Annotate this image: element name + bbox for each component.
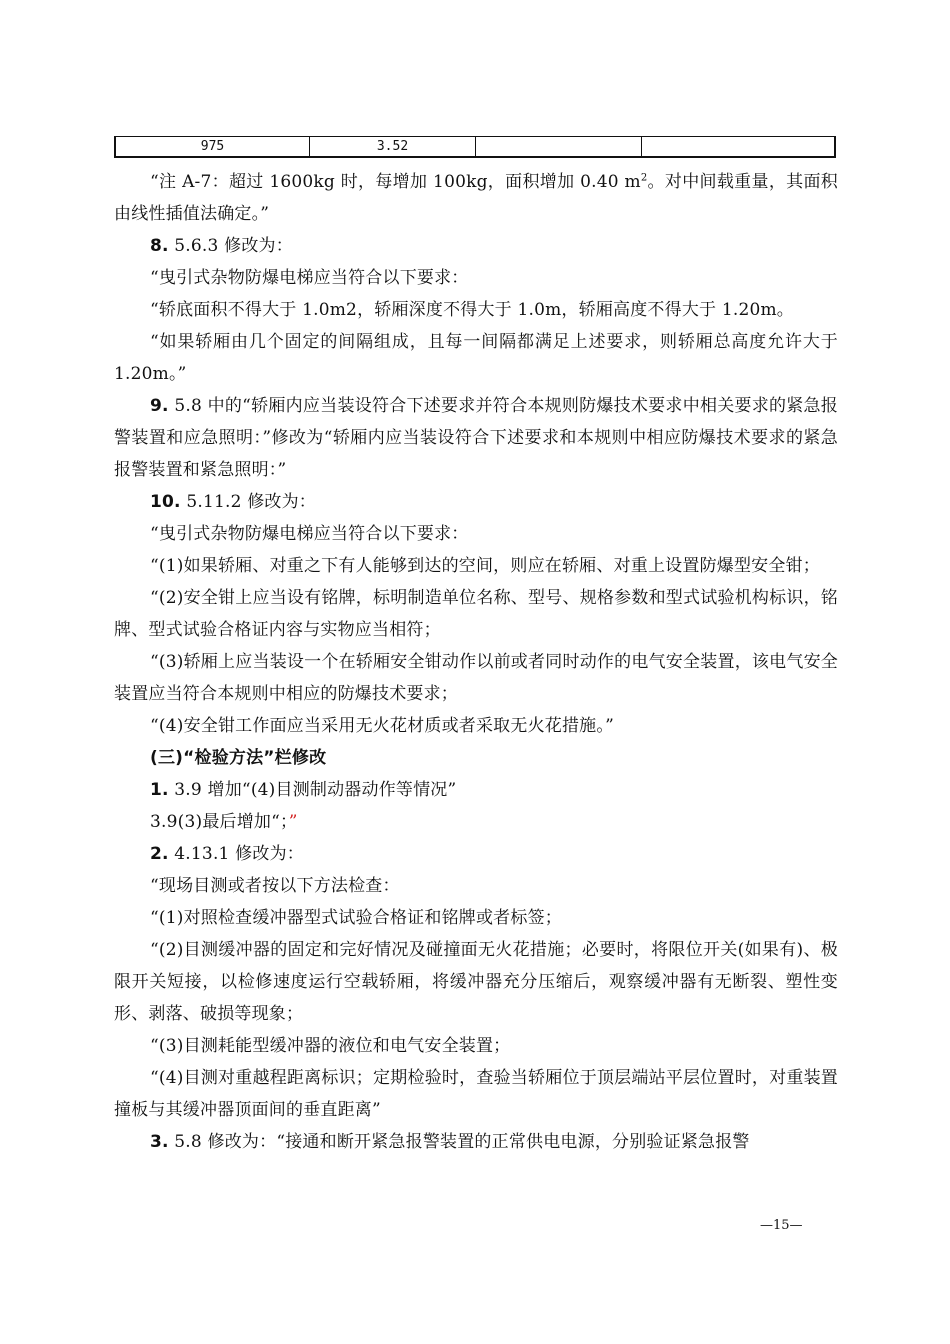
paragraph-text: 。对中间载重量，其面积由线性插值法确定。”	[114, 172, 838, 224]
table-cell: 975	[116, 137, 310, 156]
numbered-item	[114, 230, 838, 262]
paragraph-text: 5.8 中的“轿厢内应当装设符合下述要求并符合本规则防爆技术要求中相关要求的紧急报警装置和应急照明：”修改为“轿厢内应当装设符合下述要求和本规则中相应防爆技术要求的紧急报警装置和紧急照明：”	[114, 396, 838, 480]
paragraph-text: 5.11.2 修改为：	[180, 492, 316, 512]
paragraph-text: 3.9(3)最后增加“；	[150, 812, 289, 832]
section-heading: (三)“检验方法”栏修改	[150, 748, 327, 768]
paragraph: “曳引式杂物防爆电梯应当符合以下要求：	[150, 524, 469, 544]
paragraph: “(2)目测缓冲器的固定和完好情况及碰撞面无火花措施；必要时，将限位开关(如果有)、极限开关短接，以检修速度运行空载轿厢，将缓冲器充分压缩后，观察缓冲器有无断裂、塑性变形、剥落、破损等现象；	[114, 940, 838, 1024]
paragraph: “(4)目测对重越程距离标识；定期检验时，查验当轿厢位于顶层端站平层位置时，对重装置撞板与其缓冲器顶面间的垂直距离”	[114, 1068, 838, 1120]
item-number: 8.	[150, 236, 169, 256]
paragraph-text: 3.9 增加“(4)目测制动器动作等情况”	[168, 780, 457, 800]
paragraph-text: 5.8 修改为：“接通和断开紧急报警装置的正常供电电源，分别验证紧急报警	[168, 1132, 750, 1152]
numbered-item	[114, 390, 838, 486]
page-number: —15—	[760, 1218, 803, 1233]
paragraph: “(3)目测耗能型缓冲器的液位和电气安全装置；	[150, 1036, 511, 1056]
paragraph-text: 4.13.1 修改为：	[168, 844, 304, 864]
paragraph: “(1)如果轿厢、对重之下有人能够到达的空间，则应在轿厢、对重上设置防爆型安全钳；	[150, 556, 820, 576]
paragraph: “曳引式杂物防爆电梯应当符合以下要求：	[150, 268, 469, 288]
paragraph: “如果轿厢由几个固定的间隔组成，且每一间隔都满足上述要求，则轿厢总高度允许大于 1.20m。”	[114, 332, 838, 384]
item-number: 3.	[150, 1132, 169, 1152]
paragraph	[114, 806, 838, 838]
paragraph: “(1)对照检查缓冲器型式试验合格证和铭牌或者标签；	[150, 908, 562, 928]
paragraph: “(2)安全钳上应当设有铭牌，标明制造单位名称、型号、规格参数和型式试验机构标识，铭牌、型式试验合格证内容与实物应当相符；	[114, 588, 838, 640]
numbered-item	[114, 774, 838, 806]
paragraph: “(4)安全钳工作面应当采用无火花材质或者采取无火花措施。”	[150, 716, 614, 736]
item-number: 10.	[150, 492, 181, 512]
numbered-item	[114, 838, 838, 870]
red-quote-mark: ”	[288, 812, 298, 832]
document-body	[114, 166, 838, 1158]
table-fragment	[114, 136, 836, 158]
paragraph: “现场目测或者按以下方法检查：	[150, 876, 400, 896]
item-number: 1.	[150, 780, 169, 800]
paragraph: “轿底面积不得大于 1.0m2，轿厢深度不得大于 1.0m，轿厢高度不得大于 1.20m。	[150, 300, 795, 320]
numbered-item	[114, 486, 838, 518]
superscript: 2	[640, 172, 648, 184]
item-number: 2.	[150, 844, 169, 864]
paragraph: “(3)轿厢上应当装设一个在轿厢安全钳动作以前或者同时动作的电气安全装置，该电气安全装置应当符合本规则中相应的防爆技术要求；	[114, 652, 838, 704]
item-number: 9.	[150, 396, 169, 416]
paragraph-text: “注 A-7：超过 1600kg 时，每增加 100kg，面积增加 0.40 m	[150, 172, 641, 192]
table-cell: 3.52	[310, 137, 476, 156]
note-paragraph	[114, 166, 838, 230]
paragraph-text: 5.6.3 修改为：	[168, 236, 293, 256]
numbered-item	[114, 1126, 838, 1158]
table-cell	[642, 137, 834, 156]
table-cell	[476, 137, 642, 156]
